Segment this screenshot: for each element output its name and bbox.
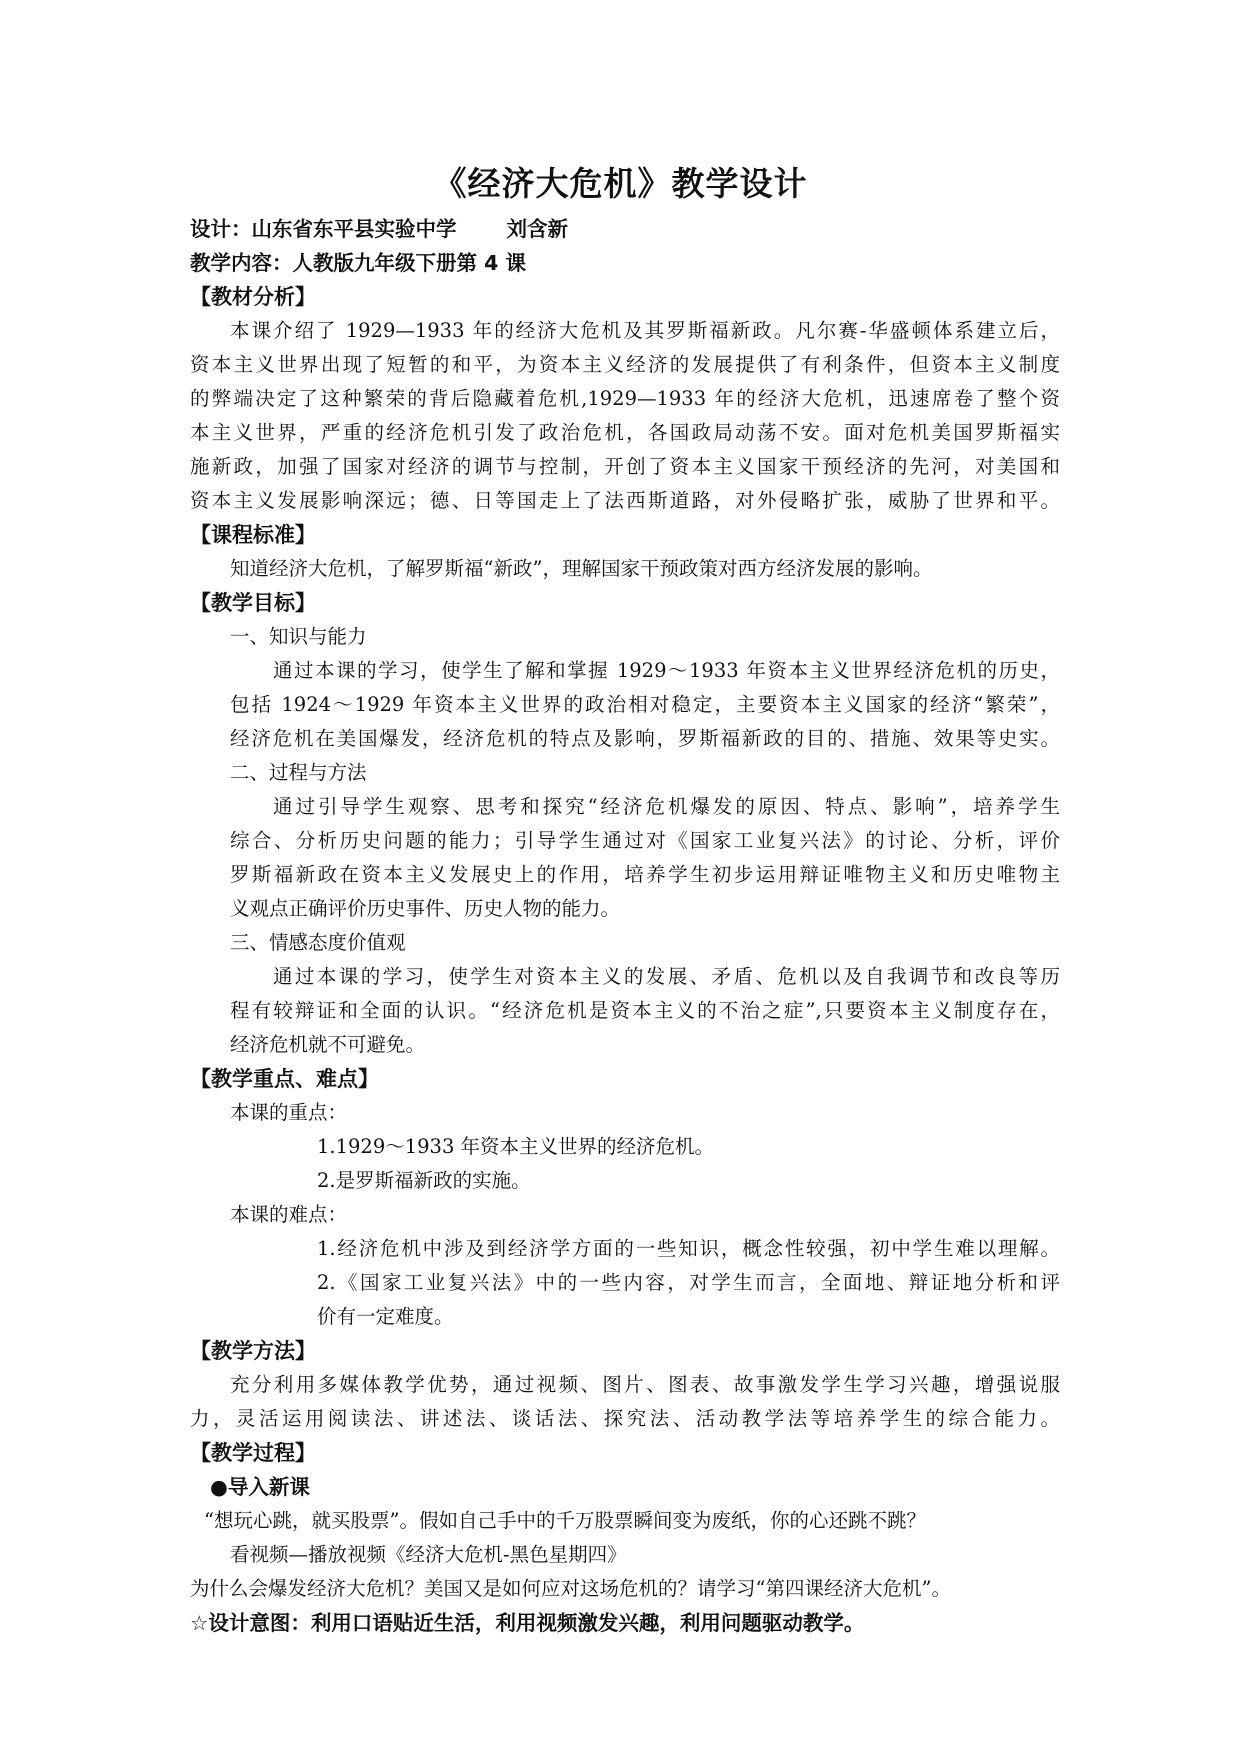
method-paragraph [190, 1368, 1060, 1436]
standard-text: 知道经济大危机，了解罗斯福“新政”，理解国家干预政策对西方经济发展的影响。 [230, 557, 933, 580]
design-intent: ☆设计意图：利用口语贴近生活，利用视频激发兴趣，利用问题驱动教学。 [190, 1611, 865, 1635]
method-line: 力，灵活运用阅读法、讲述法、谈话法、探究法、活动教学法等培养学生的综合能力。 [190, 1407, 1060, 1430]
goal1-line: 通过本课的学习，使学生了解和掌握 1929～1933 年资本主义世界经济危机的历史， [273, 659, 1060, 682]
goal1-line: 包括 1924～1929 年资本主义世界的政治相对稳定，主要资本主义国家的经济“繁荣”， [230, 693, 1060, 716]
goal3-line: 程有较辩证和全面的认识。“经济危机是资本主义的不治之症”,只要资本主义制度存在， [230, 999, 1060, 1022]
goal3-paragraph [190, 960, 1060, 1062]
goal2-line: 通过引导学生观察、思考和探究“经济危机爆发的原因、特点、影响”，培养学生 [273, 795, 1060, 818]
intro-line: “想玩心跳，就买股票”。假如自己手中的千万股票瞬间变为废纸，你的心还跳不跳？ [204, 1509, 926, 1532]
goal1-line: 经济危机在美国爆发，经济危机的特点及影响，罗斯福新政的目的、措施、效果等史实。 [230, 727, 1060, 750]
goal3-line: 经济危机就不可避免。 [230, 1033, 426, 1056]
process-heading: 【教学过程】 [190, 1441, 316, 1465]
goal3-line: 通过本课的学习，使学生对资本主义的发展、矛盾、危机以及自我调节和改良等历 [273, 965, 1060, 988]
difficulty-label: 本课的难点： [230, 1203, 348, 1226]
intro-line: 为什么会爆发经济大危机？美国又是如何应对这场危机的？请学习“第四课经济大危机”。 [190, 1577, 951, 1600]
document-title: 《经济大危机》教学设计 [433, 164, 808, 203]
key-points-heading: 【教学重点、难点】 [190, 1067, 379, 1091]
goals-heading: 【教学目标】 [190, 591, 316, 615]
goal1-paragraph [190, 654, 1060, 756]
analysis-line: 施新政，加强了国家对经济的调节与控制，开创了资本主义国家干预经济的先河，对美国和 [190, 455, 1060, 478]
designer-name: 刘含新 [506, 217, 568, 241]
analysis-line: 本主义世界，严重的经济危机引发了政治危机，各国政局动荡不安。面对危机美国罗斯福实 [190, 421, 1060, 444]
goal2-line: 综合、分析历史问题的能力；引导学生通过对《国家工业复兴法》的讨论、分析，评价 [230, 829, 1060, 852]
standard-heading: 【课程标准】 [190, 523, 316, 547]
difficulty-line: 1.经济危机中涉及到经济学方面的一些知识，概念性较强，初中学生难以理解。 [317, 1237, 1060, 1260]
teaching-content-line: 教学内容：人教版九年级下册第 4 课 [190, 251, 527, 275]
method-heading: 【教学方法】 [190, 1339, 316, 1363]
document-body [190, 212, 1060, 1640]
analysis-heading: 【教材分析】 [190, 285, 316, 309]
designer-line [190, 212, 1060, 246]
method-line: 充分利用多媒体教学优势，通过视频、图片、图表、故事激发学生学习兴趣，增强说服 [230, 1373, 1060, 1396]
goal2-line: 罗斯福新政在资本主义发展史上的作用，培养学生初步运用辩证唯物主义和历史唯物主 [230, 863, 1060, 886]
goal2-line: 义观点正确评价历史事件、历史人物的能力。 [230, 897, 621, 920]
key-points-label: 本课的重点： [230, 1101, 348, 1124]
analysis-line: 资本主义发展影响深远；德、日等国走上了法西斯道路，对外侵略扩张，威胁了世界和平。 [190, 489, 1060, 512]
goal2-paragraph [190, 790, 1060, 926]
difficulty-line: 价有一定难度。 [317, 1305, 454, 1328]
key-point-item: 2.是罗斯福新政的实施。 [317, 1169, 531, 1192]
intro-title: ●导入新课 [210, 1475, 310, 1499]
analysis-paragraph [190, 314, 1060, 518]
difficulty-line: 2.《国家工业复兴法》中的一些内容，对学生而言，全面地、辩证地分析和评 [317, 1271, 1060, 1294]
goal2-title: 二、过程与方法 [230, 761, 367, 784]
goal3-title: 三、情感态度价值观 [230, 931, 406, 954]
intro-line: 看视频—播放视频《经济大危机-黑色星期四》 [230, 1543, 627, 1566]
analysis-line: 本课介绍了 1929—1933 年的经济大危机及其罗斯福新政。凡尔赛-华盛顿体系建立后， [230, 319, 1060, 342]
goal1-title: 一、知识与能力 [230, 625, 367, 648]
designer-label: 设计：山东省东平县实验中学 [190, 217, 457, 241]
analysis-line: 的弊端决定了这种繁荣的背后隐藏着危机,1929—1933 年的经济大危机，迅速席卷了整个资 [190, 387, 1060, 410]
analysis-line: 资本主义世界出现了短暂的和平，为资本主义经济的发展提供了有利条件，但资本主义制度 [190, 353, 1060, 376]
key-point-item: 1.1929～1933 年资本主义世界的经济危机。 [317, 1135, 715, 1158]
